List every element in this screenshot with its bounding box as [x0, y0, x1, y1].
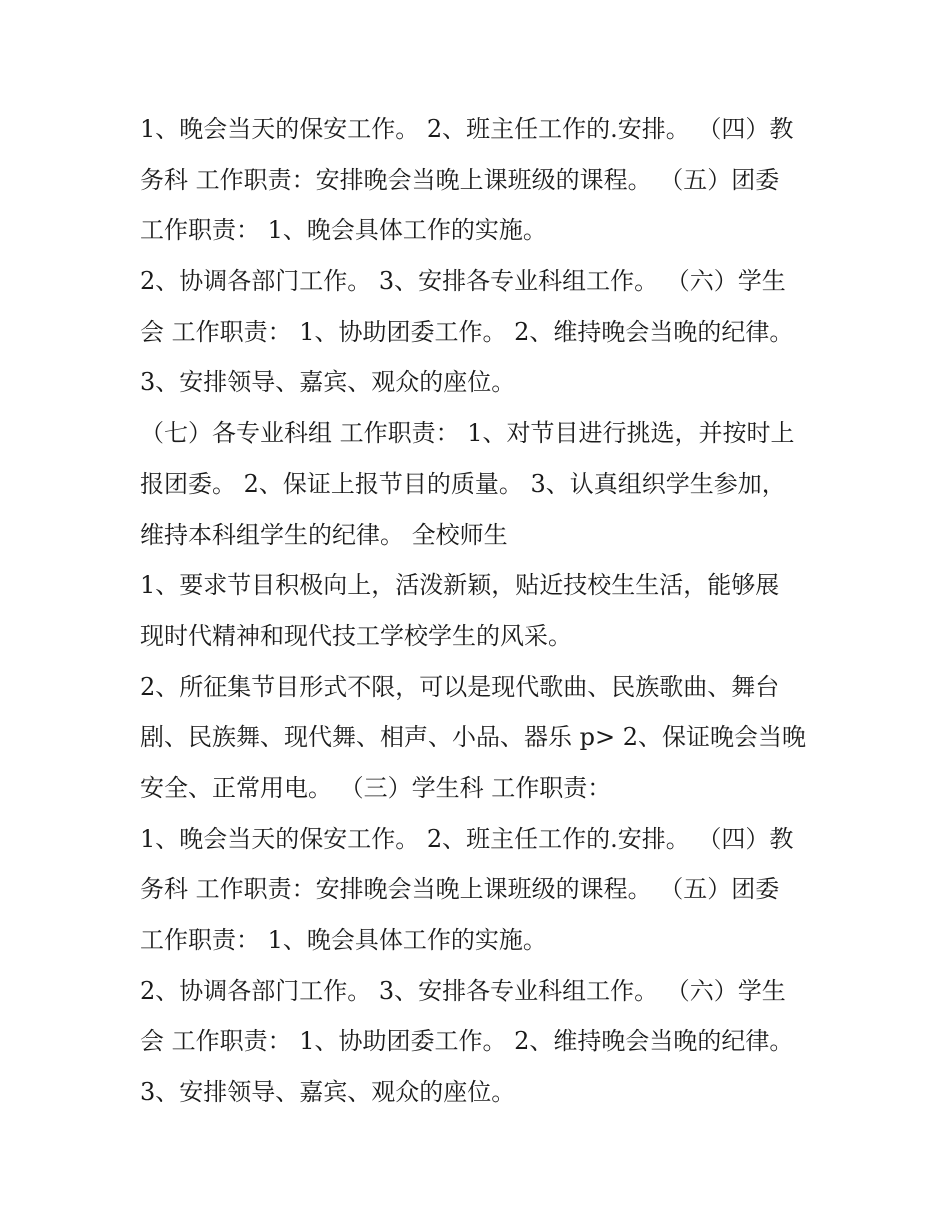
text-line: 现时代精神和现代技工学校学生的风采。: [140, 621, 572, 650]
text-line: 工作职责： 1、晚会具体工作的实施。: [140, 926, 547, 954]
text-line: 会 工作职责： 1、协助团委工作。 2、维持晚会当晚的纪律。: [140, 1027, 794, 1056]
text-line: 3、安排领导、嘉宾、观众的座位。: [140, 1078, 516, 1107]
text-line: 2、所征集节目形式不限，可以是现代歌曲、民族歌曲、舞台: [140, 672, 780, 701]
text-line: 会 工作职责： 1、协助团委工作。 2、维持晚会当晚的纪律。: [140, 317, 794, 346]
document-body: [140, 104, 820, 1118]
text-line: 务科 工作职责：安排晚会当晚上课班级的课程。 （五）团委: [140, 165, 780, 194]
text-line: 维持本科组学生的纪律。 全校师生: [140, 520, 508, 549]
text-line: 务科 工作职责：安排晚会当晚上课班级的课程。 （五）团委: [140, 875, 780, 904]
text-line: 1、要求节目积极向上，活泼新颖，贴近技校生生活，能够展: [140, 571, 780, 600]
text-line: 安全、正常用电。 （三）学生科 工作职责：: [140, 773, 612, 802]
text-line: 报团委。 2、保证上报节目的质量。 3、认真组织学生参加，: [140, 469, 786, 498]
text-line: 剧、民族舞、现代舞、相声、小品、器乐 p> 2、保证晚会当晚: [140, 723, 806, 752]
text-line: 1、晚会当天的保安工作。 2、班主任工作的.安排。 （四）教: [140, 824, 794, 853]
text-line: 1、晚会当天的保安工作。 2、班主任工作的.安排。 （四）教: [140, 115, 794, 143]
text-line: （七）各专业科组 工作职责： 1、对节目进行挑选，并按时上: [140, 419, 795, 448]
text-line: 3、安排领导、嘉宾、观众的座位。: [140, 368, 516, 397]
text-line: 2、协调各部门工作。 3、安排各专业科组工作。 （六）学生: [140, 267, 786, 296]
text-line: 工作职责： 1、晚会具体工作的实施。: [140, 216, 547, 245]
text-line: 2、协调各部门工作。 3、安排各专业科组工作。 （六）学生: [140, 976, 786, 1005]
